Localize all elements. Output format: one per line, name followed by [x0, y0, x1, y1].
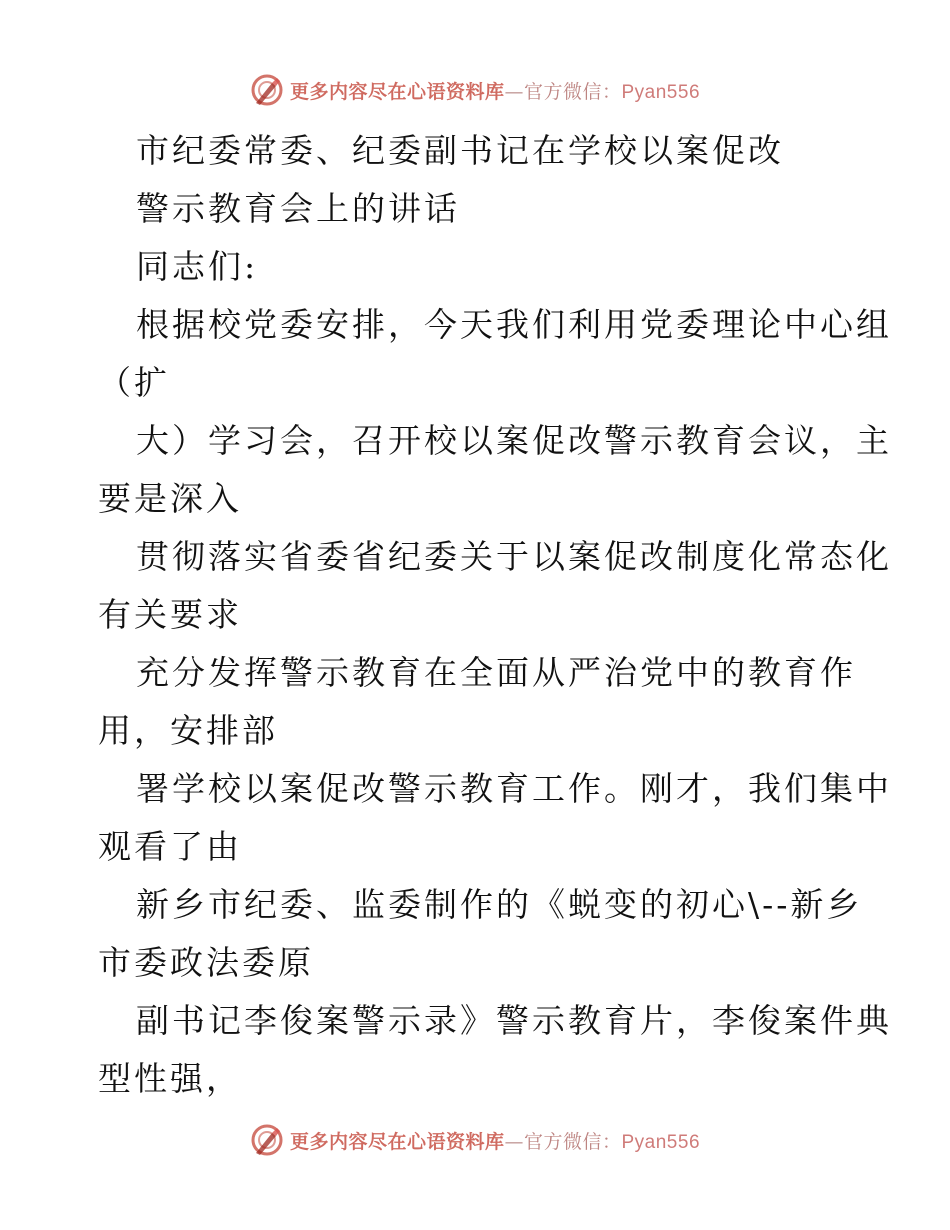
- watermark-footer: [0, 1120, 950, 1160]
- text-line: 充分发挥警示教育在全面从严治党中的教育作: [136, 653, 856, 692]
- watermark-wechat-id: Pyan556: [621, 1131, 701, 1153]
- text-line: 新乡市纪委、监委制作的《蜕变的初心\--新乡: [136, 885, 863, 924]
- text-line: 观看了由: [98, 827, 242, 866]
- watermark-header: [0, 70, 950, 110]
- watermark-wechat-label: 官方微信：: [523, 1130, 622, 1153]
- text-line: 署学校以案促改警示教育工作。刚才，我们集中: [136, 769, 892, 808]
- pen-logo-icon: [250, 73, 284, 107]
- watermark-separator: —: [504, 1130, 524, 1153]
- text-line: 要是深入: [98, 479, 242, 518]
- document-body: [98, 122, 892, 1108]
- text-line: 市纪委常委、纪委副书记在学校以案促改: [136, 131, 784, 170]
- watermark-separator: —: [504, 80, 524, 103]
- text-line: 大）学习会，召开校以案促改警示教育会议，主: [136, 421, 892, 460]
- text-line: 市委政法委原: [98, 943, 314, 982]
- text-line: 副书记李俊案警示录》警示教育片，李俊案件典: [136, 1001, 892, 1040]
- watermark-title: 更多内容尽在心语资料库: [289, 1130, 505, 1153]
- text-line: 有关要求: [98, 595, 242, 634]
- text-line: 用，安排部: [98, 711, 278, 750]
- text-line: 根据校党委安排，今天我们利用党委理论中心组: [136, 305, 892, 344]
- text-line: 贯彻落实省委省纪委关于以案促改制度化常态化: [136, 537, 892, 576]
- text-line: （扩: [98, 363, 170, 402]
- text-line: 警示教育会上的讲话: [136, 189, 460, 228]
- watermark-wechat-label: 官方微信：: [523, 80, 622, 103]
- watermark-wechat-id: Pyan556: [621, 81, 701, 103]
- pen-logo-icon: [250, 1123, 284, 1157]
- text-line: 同志们:: [136, 247, 259, 286]
- watermark-title: 更多内容尽在心语资料库: [289, 80, 505, 103]
- text-line: 型性强，: [98, 1059, 242, 1098]
